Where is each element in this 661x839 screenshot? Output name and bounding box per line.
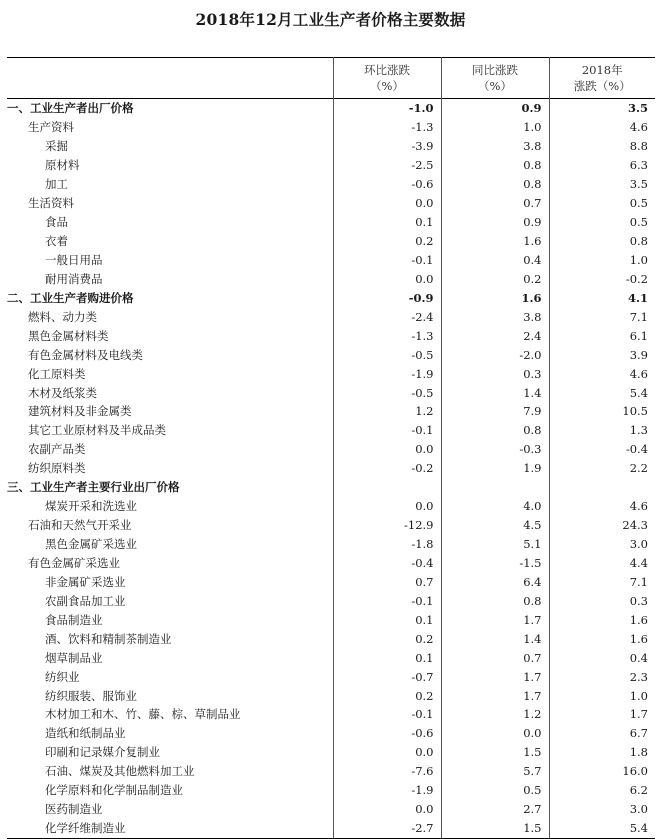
row-name: 化工原料类 <box>28 366 86 381</box>
row-name: 造纸和纸制品业 <box>45 726 126 741</box>
row-mom-value: 0.0 <box>333 743 441 762</box>
row-mom-value: 1.2 <box>333 402 441 421</box>
price-data-table <box>7 57 655 839</box>
row-yoy-value <box>441 478 549 497</box>
row-name: 化学纤维制造业 <box>7 819 333 838</box>
row-mom-value: -1.0 <box>333 99 441 118</box>
table-row <box>7 762 655 781</box>
row-name: 印刷和记录媒介复制业 <box>45 745 160 760</box>
table-row <box>7 554 655 573</box>
row-annual-value: 0.8 <box>549 232 655 251</box>
row-yoy-value: -0.3 <box>441 440 549 459</box>
row-annual-value: 6.2 <box>549 781 655 800</box>
header-mom <box>333 58 441 99</box>
row-name: 石油和天然气开采业 <box>28 518 132 533</box>
row-annual-value: 1.6 <box>549 629 655 648</box>
row-mom-value: -2.7 <box>333 819 441 838</box>
table-row <box>7 743 655 762</box>
row-yoy-value: 0.7 <box>441 194 549 213</box>
row-yoy-value: -1.5 <box>441 554 549 573</box>
table-row <box>7 781 655 800</box>
row-yoy-value: 0.8 <box>441 175 549 194</box>
row-mom-value: -0.1 <box>333 251 441 270</box>
table-row <box>7 402 655 421</box>
row-yoy-value: 0.3 <box>441 364 549 383</box>
table-row <box>7 724 655 743</box>
row-mom-value: -1.9 <box>333 781 441 800</box>
row-name: 农副食品加工业 <box>45 593 126 608</box>
row-mom-value: -2.5 <box>333 156 441 175</box>
row-annual-value: 4.6 <box>549 118 655 137</box>
row-yoy-value: 1.2 <box>441 705 549 724</box>
row-mom-value: 0.7 <box>333 572 441 591</box>
row-annual-value: 1.0 <box>549 686 655 705</box>
row-name: 非金属矿采选业 <box>45 574 126 589</box>
header-annual-line1: 2018年 <box>581 63 623 77</box>
row-name: 三、工业生产者主要行业出厂价格 <box>7 480 180 495</box>
row-yoy-value: 1.5 <box>441 819 549 838</box>
header-mom-line2: （%） <box>370 79 404 93</box>
row-annual-value: 4.6 <box>549 497 655 516</box>
row-mom-value: -3.9 <box>333 137 441 156</box>
table-row <box>7 307 655 326</box>
row-name: 燃料、动力类 <box>28 309 97 324</box>
row-annual-value: 3.0 <box>549 535 655 554</box>
row-mom-value: -0.1 <box>333 705 441 724</box>
row-mom-value: 0.0 <box>333 497 441 516</box>
row-name: 酒、饮料和精制茶制造业 <box>45 631 172 646</box>
table-row <box>7 118 655 137</box>
row-mom-value: 0.0 <box>333 800 441 819</box>
row-yoy-value: 1.0 <box>441 118 549 137</box>
row-yoy-value: 3.8 <box>441 137 549 156</box>
row-mom-value: 0.0 <box>333 194 441 213</box>
row-yoy-value: 1.7 <box>441 667 549 686</box>
row-yoy-value: 5.7 <box>441 762 549 781</box>
header-yoy-line1: 同比涨跌 <box>472 63 518 77</box>
row-name: 农副产品类 <box>28 442 86 457</box>
table-row <box>7 421 655 440</box>
table-row <box>7 364 655 383</box>
row-annual-value: 7.1 <box>549 572 655 591</box>
table-row <box>7 705 655 724</box>
row-yoy-value: 1.4 <box>441 629 549 648</box>
row-yoy-value: 0.8 <box>441 156 549 175</box>
table-row <box>7 269 655 288</box>
row-mom-value: 0.1 <box>333 648 441 667</box>
row-name: 二、工业生产者购进价格 <box>7 290 134 305</box>
table-row <box>7 383 655 402</box>
row-name: 其它工业原材料及半成品类 <box>28 423 166 438</box>
table-row <box>7 345 655 364</box>
table-row <box>7 213 655 232</box>
table-row <box>7 535 655 554</box>
row-yoy-value: 2.4 <box>441 326 549 345</box>
row-annual-value: 1.3 <box>549 421 655 440</box>
row-annual-value: 0.5 <box>549 213 655 232</box>
row-mom-value: -0.2 <box>333 459 441 478</box>
header-yoy <box>441 58 549 99</box>
row-annual-value <box>549 478 655 497</box>
row-annual-value: 3.5 <box>549 99 655 118</box>
table-row <box>7 251 655 270</box>
table-row <box>7 194 655 213</box>
row-name: 生产资料 <box>28 120 74 135</box>
header-mom-line1: 环比涨跌 <box>364 63 410 77</box>
row-annual-value: 6.1 <box>549 326 655 345</box>
row-annual-value: 7.1 <box>549 307 655 326</box>
header-annual-line2: 涨跌（%） <box>573 79 631 93</box>
row-mom-value: -0.1 <box>333 421 441 440</box>
row-annual-value: 6.3 <box>549 156 655 175</box>
row-annual-value: 4.4 <box>549 554 655 573</box>
row-yoy-value: 4.5 <box>441 516 549 535</box>
row-name: 纺织业 <box>45 669 80 684</box>
row-annual-value: 24.3 <box>549 516 655 535</box>
row-mom-value: -0.7 <box>333 667 441 686</box>
row-mom-value: -7.6 <box>333 762 441 781</box>
row-yoy-value: 1.6 <box>441 232 549 251</box>
table-row <box>7 572 655 591</box>
row-yoy-value: 4.0 <box>441 497 549 516</box>
row-yoy-value: 0.8 <box>441 421 549 440</box>
row-name: 石油、煤炭及其他燃料加工业 <box>45 764 195 779</box>
row-annual-value: 4.1 <box>549 288 655 307</box>
row-mom-value: 0.2 <box>333 232 441 251</box>
header-item-name <box>7 58 333 99</box>
row-annual-value: -0.2 <box>549 269 655 288</box>
row-annual-value: -0.4 <box>549 440 655 459</box>
row-name: 有色金属材料及电线类 <box>28 347 143 362</box>
row-name: 纺织原料类 <box>28 461 86 476</box>
page-title: 2018年12月工业生产者价格主要数据 <box>195 10 466 29</box>
row-mom-value: -0.9 <box>333 288 441 307</box>
table-row <box>7 516 655 535</box>
row-name: 化学原料和化学制品制造业 <box>45 783 183 798</box>
row-mom-value: -0.5 <box>333 345 441 364</box>
row-yoy-value: 0.4 <box>441 251 549 270</box>
row-yoy-value: 1.7 <box>441 610 549 629</box>
row-name: 烟草制品业 <box>45 650 103 665</box>
table-row <box>7 667 655 686</box>
row-mom-value: -2.4 <box>333 307 441 326</box>
row-name: 有色金属矿采选业 <box>28 555 120 570</box>
row-mom-value: -1.8 <box>333 535 441 554</box>
row-annual-value: 3.9 <box>549 345 655 364</box>
row-yoy-value: 0.7 <box>441 648 549 667</box>
table-row <box>7 175 655 194</box>
row-mom-value: -0.4 <box>333 554 441 573</box>
row-mom-value: 0.2 <box>333 686 441 705</box>
row-yoy-value: 5.1 <box>441 535 549 554</box>
row-mom-value: 0.0 <box>333 440 441 459</box>
row-yoy-value: -2.0 <box>441 345 549 364</box>
row-name: 食品制造业 <box>45 612 103 627</box>
row-yoy-value: 0.9 <box>441 99 549 118</box>
table-row <box>7 459 655 478</box>
row-yoy-value: 1.5 <box>441 743 549 762</box>
row-name: 木材加工和木、竹、藤、棕、草制品业 <box>45 707 241 722</box>
row-name: 采掘 <box>45 139 68 154</box>
row-name: 食品 <box>45 215 68 230</box>
row-name: 原材料 <box>45 158 80 173</box>
row-mom-value <box>333 478 441 497</box>
table-row <box>7 648 655 667</box>
row-name: 建筑材料及非金属类 <box>28 404 132 419</box>
row-annual-value: 16.0 <box>549 762 655 781</box>
row-annual-value: 0.4 <box>549 648 655 667</box>
row-yoy-value: 1.9 <box>441 459 549 478</box>
row-name: 煤炭开采和洗选业 <box>45 499 137 514</box>
row-name: 一、工业生产者出厂价格 <box>7 101 134 116</box>
table-row <box>7 137 655 156</box>
row-annual-value: 5.4 <box>549 819 655 838</box>
row-annual-value: 1.0 <box>549 251 655 270</box>
row-mom-value: -0.1 <box>333 591 441 610</box>
table-row <box>7 497 655 516</box>
table-row <box>7 232 655 251</box>
row-yoy-value: 3.8 <box>441 307 549 326</box>
row-yoy-value: 2.7 <box>441 800 549 819</box>
row-mom-value: 0.2 <box>333 629 441 648</box>
row-annual-value: 2.3 <box>549 667 655 686</box>
table-row <box>7 800 655 819</box>
table-header-row <box>7 58 655 99</box>
row-annual-value: 1.8 <box>549 743 655 762</box>
row-yoy-value: 0.8 <box>441 591 549 610</box>
table-row <box>7 440 655 459</box>
row-annual-value: 1.7 <box>549 705 655 724</box>
row-annual-value: 3.5 <box>549 175 655 194</box>
row-mom-value: -0.5 <box>333 383 441 402</box>
table-row <box>7 478 655 497</box>
row-yoy-value: 1.4 <box>441 383 549 402</box>
row-mom-value: -0.6 <box>333 724 441 743</box>
table-row <box>7 591 655 610</box>
row-yoy-value: 7.9 <box>441 402 549 421</box>
row-annual-value: 10.5 <box>549 402 655 421</box>
row-mom-value: 0.0 <box>333 269 441 288</box>
row-annual-value: 5.4 <box>549 383 655 402</box>
row-mom-value: -1.9 <box>333 364 441 383</box>
row-yoy-value: 0.2 <box>441 269 549 288</box>
table-row <box>7 610 655 629</box>
row-annual-value: 0.5 <box>549 194 655 213</box>
table-body <box>7 99 655 839</box>
row-annual-value: 6.7 <box>549 724 655 743</box>
row-name: 木材及纸浆类 <box>28 385 97 400</box>
row-yoy-value: 1.6 <box>441 288 549 307</box>
header-yoy-line2: （%） <box>478 79 512 93</box>
row-name: 生活资料 <box>28 196 74 211</box>
row-name: 加工 <box>45 177 68 192</box>
row-yoy-value: 6.4 <box>441 572 549 591</box>
row-annual-value: 1.6 <box>549 610 655 629</box>
row-mom-value: -12.9 <box>333 516 441 535</box>
row-annual-value: 8.8 <box>549 137 655 156</box>
table-row <box>7 156 655 175</box>
row-name: 一般日用品 <box>45 252 103 267</box>
row-name: 耐用消费品 <box>45 271 103 286</box>
table-row <box>7 288 655 307</box>
row-mom-value: 0.1 <box>333 610 441 629</box>
row-name: 纺织服装、服饰业 <box>45 688 137 703</box>
row-name: 黑色金属矿采选业 <box>45 537 137 552</box>
table-row <box>7 819 655 838</box>
row-yoy-value: 0.0 <box>441 724 549 743</box>
header-annual <box>549 58 655 99</box>
row-mom-value: -0.6 <box>333 175 441 194</box>
row-mom-value: -1.3 <box>333 326 441 345</box>
row-annual-value: 4.6 <box>549 364 655 383</box>
table-row <box>7 629 655 648</box>
row-mom-value: 0.1 <box>333 213 441 232</box>
row-annual-value: 0.3 <box>549 591 655 610</box>
row-yoy-value: 1.7 <box>441 686 549 705</box>
row-annual-value: 3.0 <box>549 800 655 819</box>
row-name: 医药制造业 <box>45 802 103 817</box>
row-mom-value: -1.3 <box>333 118 441 137</box>
row-name: 黑色金属材料类 <box>28 328 109 343</box>
row-yoy-value: 0.9 <box>441 213 549 232</box>
table-row <box>7 99 655 118</box>
row-annual-value: 2.2 <box>549 459 655 478</box>
table-row <box>7 326 655 345</box>
table-row <box>7 686 655 705</box>
row-yoy-value: 0.5 <box>441 781 549 800</box>
row-name: 衣着 <box>45 234 68 249</box>
